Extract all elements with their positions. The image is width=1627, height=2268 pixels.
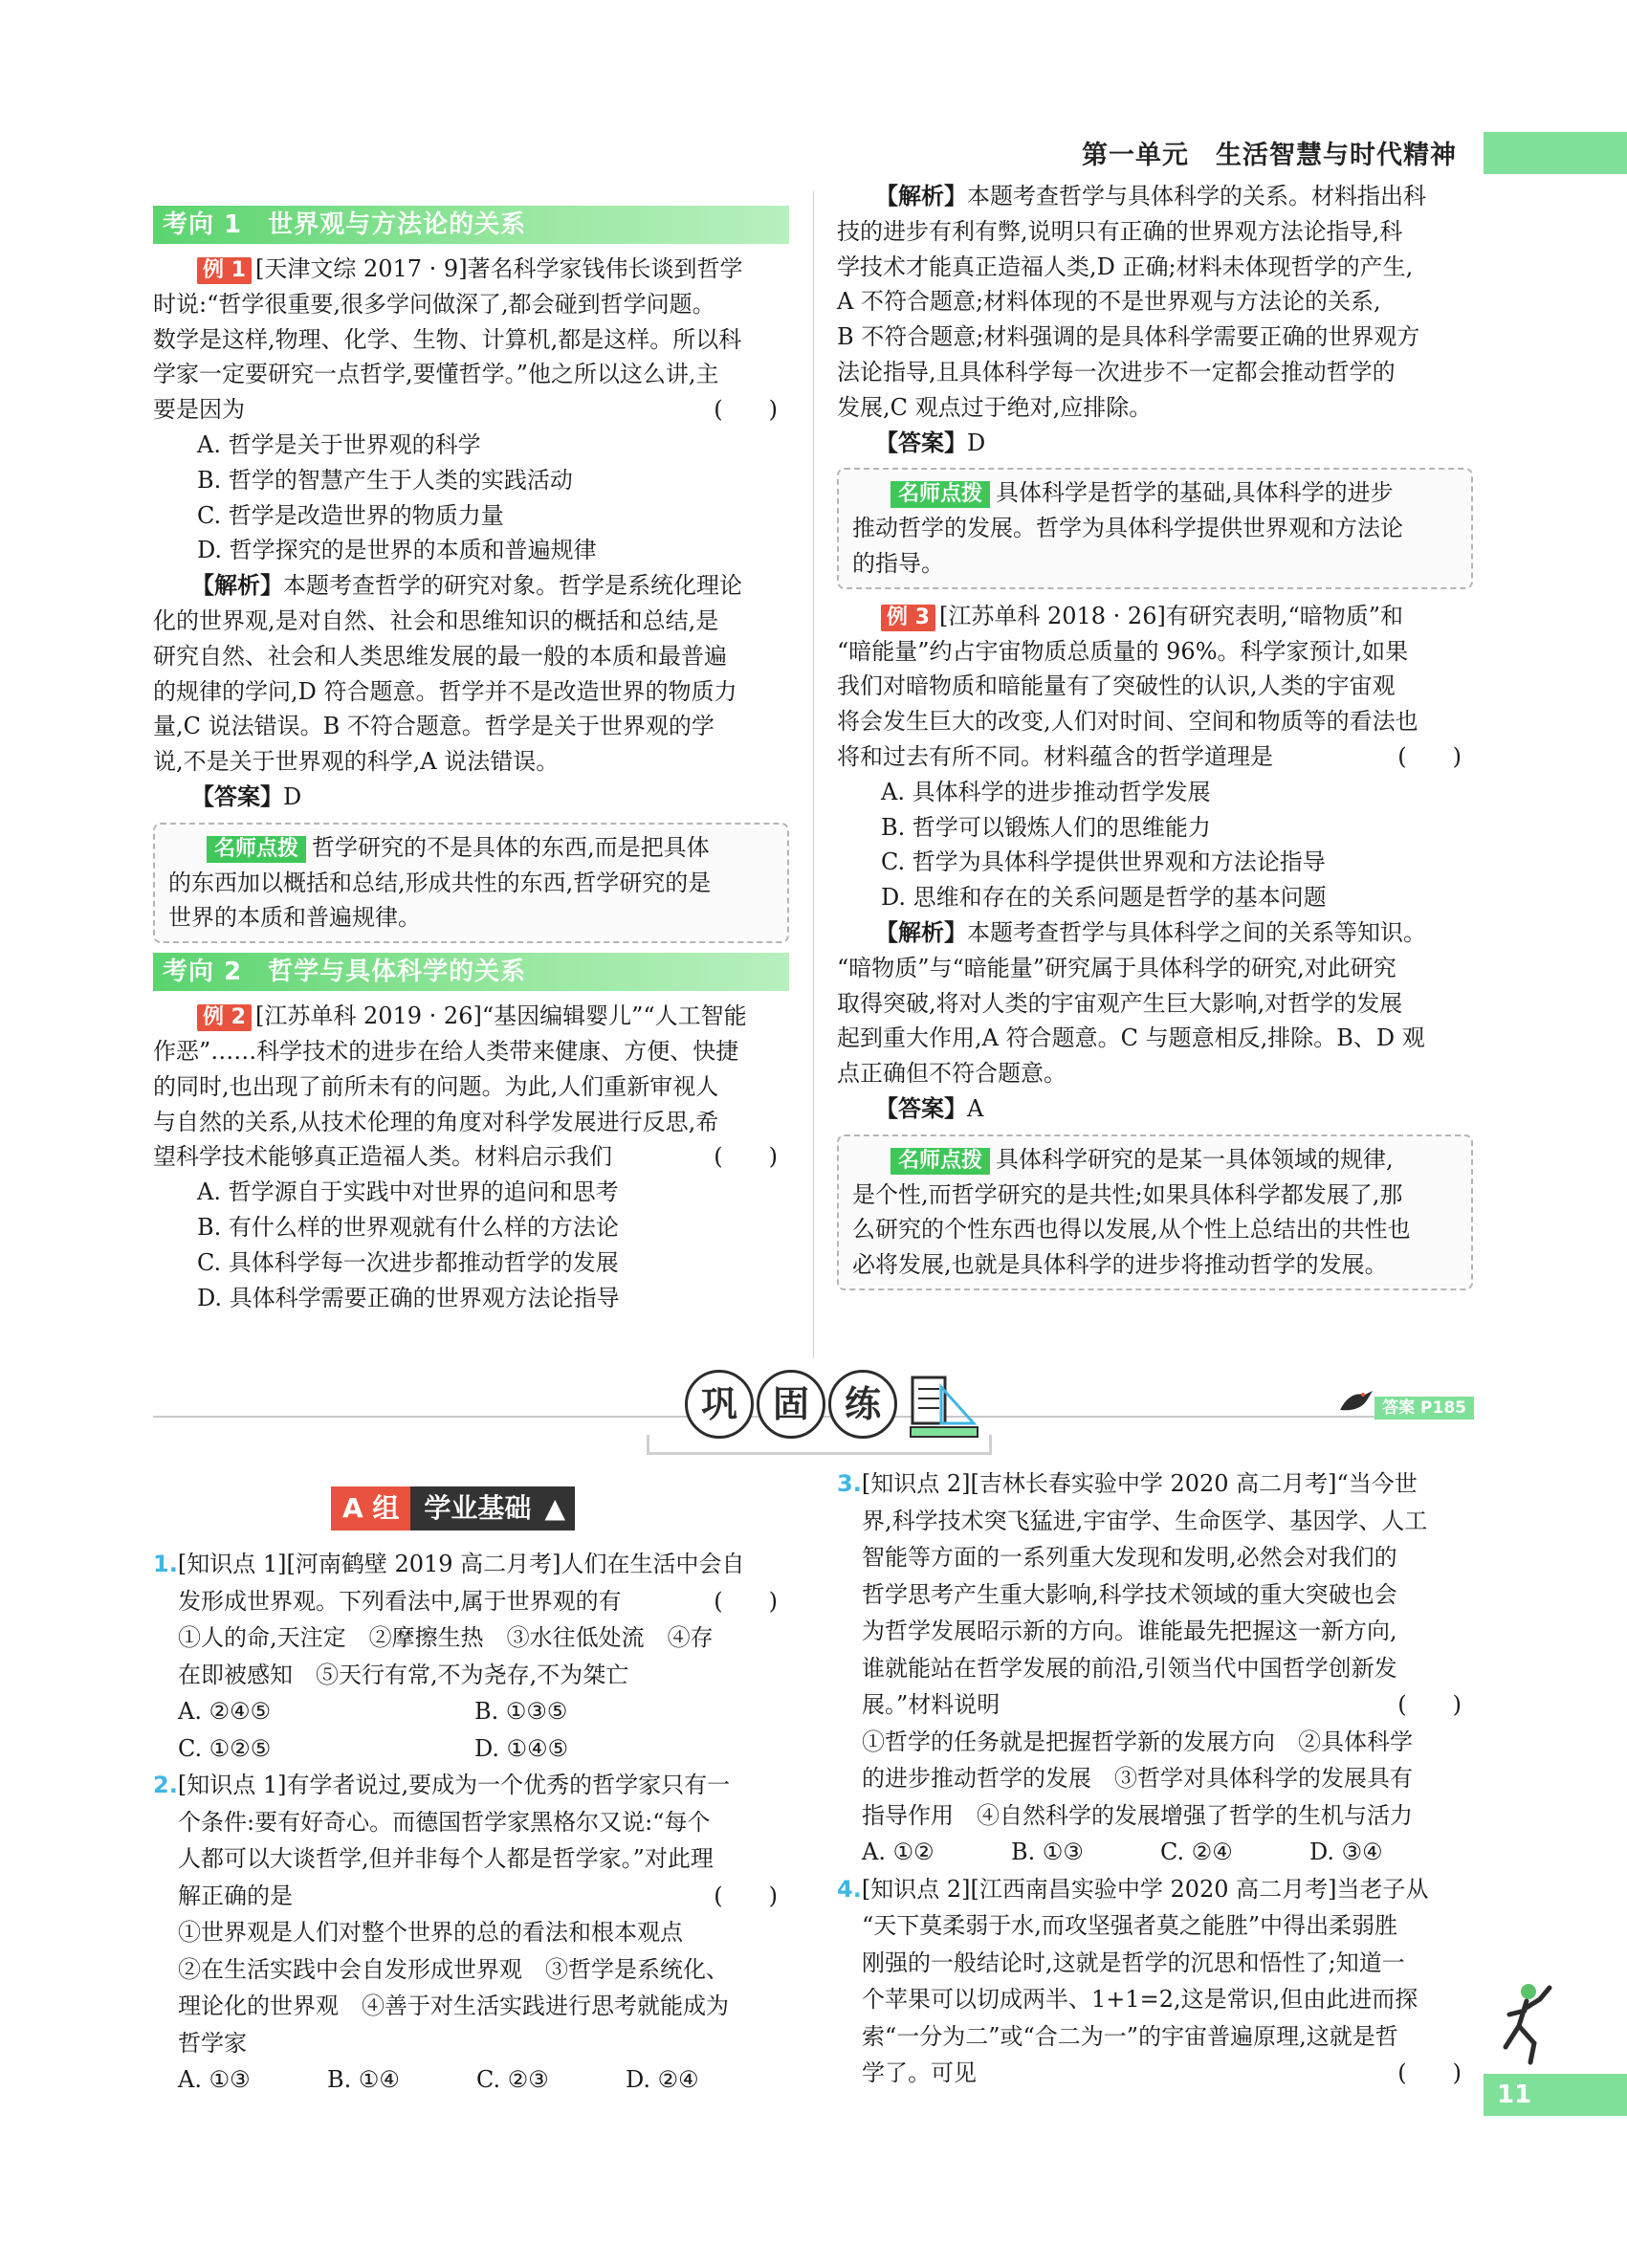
analysis-line: 化的世界观,是对自然、社会和思维知识的概括和总结,是 bbox=[153, 606, 719, 634]
question-line: 哲学思考产生重大影响,科学技术领域的重大突破也会 bbox=[862, 1580, 1397, 1608]
analysis-line: 本题考查哲学与具体科学之间的关系等知识。 bbox=[967, 918, 1426, 946]
ruler-book-icon bbox=[907, 1370, 983, 1446]
option-d: D. ①④⑤ bbox=[474, 1734, 569, 1762]
option-d: D. 思维和存在的关系问题是哲学的基本问题 bbox=[881, 884, 1327, 912]
example-3-line: “暗能量”约占宇宙物质总质量的 96%。科学家预计,如果 bbox=[837, 637, 1409, 665]
option-a: A. 哲学源自于实践中对世界的追问和思考 bbox=[197, 1178, 619, 1206]
question-line: 智能等方面的一系列重大发现和发明,必然会对我们的 bbox=[862, 1544, 1397, 1571]
question-line: 展。”材料说明 bbox=[862, 1691, 1000, 1718]
tip-label: 名师点拨 bbox=[207, 836, 306, 863]
group-name: 学业基础 bbox=[410, 1486, 544, 1530]
example-2-line: 作恶”……科学技术的进步在给人类带来健康、方便、快捷 bbox=[153, 1037, 739, 1065]
question-line: [知识点 1][河南鹤壁 2019 高二月考]人们在生活中会自 bbox=[177, 1551, 745, 1577]
analysis-label: 【解析】 bbox=[875, 917, 967, 946]
example-2-line: 与自然的关系,从技术伦理的角度对科学发展进行反思,希 bbox=[153, 1108, 719, 1135]
teacher-tip bbox=[837, 468, 1473, 588]
option-c: C. 具体科学每一次进步都推动哲学的发展 bbox=[197, 1248, 619, 1276]
tip-line: 必将发展,也就是具体科学的进步将推动哲学的发展。 bbox=[852, 1251, 1388, 1279]
question-line: 个苹果可以切成两半、1+1=2,这是常识,但由此进而探 bbox=[862, 1986, 1418, 2013]
tip-line: 哲学研究的不是具体的东西,而是把具体 bbox=[312, 833, 710, 861]
answer-paren: ( ) bbox=[1397, 1691, 1462, 1718]
analysis-line: 发展,C 观点过于绝对,应排除。 bbox=[837, 393, 1153, 421]
tip-line: 推动哲学的发展。哲学为具体科学提供世界观和方法论 bbox=[852, 515, 1403, 542]
question-line: 界,科学技术突飞猛进,宇宙学、生命医学、基因学、人工 bbox=[862, 1507, 1428, 1534]
question-item: ②在生活实践中会自发形成世界观 ③哲学是系统化、 bbox=[178, 1955, 729, 1983]
option-b: B. 哲学可以锻炼人们的思维能力 bbox=[881, 813, 1211, 841]
option-d: D. 具体科学需要正确的世界观方法论指导 bbox=[197, 1284, 620, 1311]
example-1-line: 学家一定要研究一点哲学,要懂哲学。”他之所以这么讲,主 bbox=[153, 361, 719, 388]
question-line: [知识点 1]有学者说过,要成为一个优秀的哲学家只有一 bbox=[177, 1772, 731, 1798]
question-line: 刚强的一般结论时,这就是哲学的沉思和悟性了;知道一 bbox=[862, 1949, 1405, 1976]
banner-char: 练 bbox=[828, 1370, 897, 1439]
question-item: ①世界观是人们对整个世界的总的看法和根本观点 bbox=[178, 1919, 683, 1946]
banner-char: 固 bbox=[757, 1370, 825, 1439]
question-line: 谁就能站在哲学发展的前沿,引领当代中国哲学创新发 bbox=[862, 1654, 1397, 1682]
option-c: C. ②④ bbox=[1160, 1839, 1233, 1865]
analysis-line: 本题考查哲学与具体科学的关系。材料指出科 bbox=[967, 183, 1426, 209]
answer-value: A bbox=[967, 1094, 984, 1122]
section-title-2: 考向 2 哲学与具体科学的关系 bbox=[153, 953, 789, 991]
example-3-tag: 例 3 bbox=[881, 605, 935, 631]
question-item: ①人的命,天注定 ②摩擦生热 ③水往低处流 ④存 bbox=[178, 1624, 714, 1651]
analysis-line: 研究自然、社会和人类思维发展的最一般的本质和最普遍 bbox=[153, 642, 727, 670]
example-3 bbox=[837, 599, 1473, 1290]
column-divider bbox=[813, 191, 814, 1358]
option-a: A. 哲学是关于世界观的科学 bbox=[197, 430, 481, 458]
practice-banner bbox=[647, 1370, 991, 1456]
option-c: C. 哲学是改造世界的物质力量 bbox=[197, 501, 504, 529]
example-1-line: 数学是这样,物理、化学、生物、计算机,都是这样。所以科 bbox=[153, 325, 742, 353]
group-letter: A 组 bbox=[331, 1486, 410, 1530]
banner-char: 巩 bbox=[685, 1370, 754, 1439]
example-2-tag: 例 2 bbox=[197, 1004, 252, 1031]
example-1-line: 要是因为 bbox=[153, 396, 245, 424]
answer-paren: ( ) bbox=[714, 1587, 778, 1615]
analysis-line: 的规律的学问,D 符合题意。哲学并不是改造世界的物质力 bbox=[153, 677, 737, 705]
example-3-line: 我们对暗物质和暗能量有了突破性的认识,人类的宇宙观 bbox=[837, 672, 1396, 700]
option-a: A. 具体科学的进步推动哲学发展 bbox=[881, 778, 1211, 805]
answer-value: D bbox=[283, 782, 302, 810]
analysis-line: A 不符合题意;材料体现的不是世界观与方法论的关系, bbox=[837, 288, 1381, 316]
practice-right-column bbox=[837, 1465, 1473, 2092]
section-title-1: 考向 1 世界观与方法论的关系 bbox=[153, 206, 789, 244]
question-line: 人都可以大谈哲学,但并非每个人都是哲学家。”对此理 bbox=[178, 1845, 714, 1872]
analysis-line: 取得突破,将对人类的宇宙观产生巨大影响,对哲学的发展 bbox=[837, 989, 1403, 1017]
question-line: “天下莫柔弱于水,而攻坚强者莫之能胜”中得出柔弱胜 bbox=[862, 1912, 1398, 1939]
runner-figure-icon bbox=[1492, 1980, 1559, 2066]
analysis-label: 【解析】 bbox=[191, 571, 283, 600]
option-d: D. ②④ bbox=[626, 2066, 699, 2093]
answer-ref-page: P185 bbox=[1420, 1398, 1466, 1418]
option-b: B. ①③⑤ bbox=[474, 1698, 568, 1725]
option-c: C. ②③ bbox=[476, 2066, 549, 2093]
answer-label: 【答案】 bbox=[875, 428, 967, 456]
question-number: 2. bbox=[153, 1772, 178, 1798]
question-line: 发形成世界观。下列看法中,属于世界观的有 bbox=[178, 1587, 622, 1615]
tip-line: 具体科学研究的是某一具体领域的规律, bbox=[996, 1145, 1394, 1173]
triangle-icon: ▲ bbox=[544, 1486, 575, 1530]
question-item: 哲学家 bbox=[178, 2029, 247, 2057]
example-3-line: 将和过去有所不同。材料蕴含的哲学道理是 bbox=[837, 742, 1273, 770]
right-column bbox=[837, 179, 1473, 1300]
question-line: 学了。可见 bbox=[862, 2059, 977, 2086]
example-1-line: 时说:“哲学很重要,很多学问做深了,都会碰到哲学问题。 bbox=[153, 290, 715, 318]
answer-ref bbox=[1336, 1381, 1474, 1420]
example-3-line: [江苏单科 2018 · 26]有研究表明,“暗物质”和 bbox=[938, 602, 1403, 629]
tip-line: 具体科学是哲学的基础,具体科学的进步 bbox=[996, 479, 1394, 507]
analysis-line: “暗物质”与“暗能量”研究属于具体科学的研究,对此研究 bbox=[837, 954, 1396, 981]
example-2-line: 的同时,也出现了前所未有的问题。为此,人们重新审视人 bbox=[153, 1072, 719, 1100]
option-a: A. ②④⑤ bbox=[178, 1698, 272, 1725]
question-number: 4. bbox=[837, 1875, 862, 1903]
left-column bbox=[153, 196, 789, 1315]
example-3-line: 将会发生巨大的改变,人们对时间、空间和物质等的看法也 bbox=[837, 708, 1418, 736]
option-c: C. 哲学为具体科学提供世界观和方法论指导 bbox=[881, 848, 1326, 876]
analysis-line: 量,C 说法错误。B 不符合题意。哲学是关于世界观的学 bbox=[153, 713, 715, 740]
tip-label: 名师点拨 bbox=[890, 1148, 990, 1175]
analysis-line: 技的进步有利有弊,说明只有正确的世界观方法论指导,科 bbox=[837, 217, 1403, 245]
tip-line: 世界的本质和普遍规律。 bbox=[168, 904, 421, 932]
example-1-line: [天津文综 2017 · 9]著名科学家钱伟长谈到哲学 bbox=[254, 255, 743, 282]
option-b: B. ①④ bbox=[327, 2066, 400, 2093]
answer-paren: ( ) bbox=[1397, 2059, 1462, 2086]
question-item: 理论化的世界观 ④善于对生活实践进行思考就能成为 bbox=[178, 1993, 729, 2019]
page-number: 11 bbox=[1484, 2074, 1627, 2116]
example-1-tag: 例 1 bbox=[197, 257, 252, 284]
answer-paren: ( ) bbox=[714, 396, 778, 424]
practice-left-column bbox=[153, 1546, 789, 2099]
option-b: B. 有什么样的世界观就有什么样的方法论 bbox=[197, 1213, 619, 1241]
group-badge bbox=[331, 1486, 575, 1530]
bird-icon bbox=[1336, 1381, 1374, 1420]
tip-line: 的指导。 bbox=[852, 549, 944, 577]
unit-color-bar bbox=[1484, 132, 1627, 174]
tip-line: 么研究的个性东西也得以发展,从个性上总结出的共性也 bbox=[852, 1216, 1411, 1244]
question-line: 索“一分为二”或“合二为一”的宇宙普遍原理,这就是哲 bbox=[862, 2022, 1398, 2050]
option-a: A. ①③ bbox=[178, 2066, 251, 2093]
answer-paren: ( ) bbox=[1397, 742, 1462, 770]
analysis-line: 法论指导,且具体科学每一次进步不一定都会推动哲学的 bbox=[837, 358, 1396, 385]
question-item: 的进步推动哲学的发展 ③哲学对具体科学的发展具有 bbox=[862, 1765, 1413, 1792]
question-item: 在即被感知 ⑤天行有常,不为尧存,不为桀亡 bbox=[178, 1661, 629, 1688]
question-line: [知识点 2][江西南昌实验中学 2020 高二月考]当老子从 bbox=[861, 1875, 1429, 1903]
analysis-line: 本题考查哲学的研究对象。哲学是系统化理论 bbox=[283, 572, 742, 600]
option-d: D. 哲学探究的是世界的本质和普遍规律 bbox=[197, 537, 597, 564]
option-c: C. ①②⑤ bbox=[178, 1734, 272, 1762]
question-line: 个条件:要有好奇心。而德国哲学家黑格尔又说:“每个 bbox=[178, 1808, 711, 1836]
question-line: 解正确的是 bbox=[178, 1882, 293, 1909]
answer-label: 【答案】 bbox=[875, 1093, 967, 1122]
option-d: D. ③④ bbox=[1309, 1839, 1383, 1865]
question-line: [知识点 2][吉林长春实验中学 2020 高二月考]“当今世 bbox=[861, 1470, 1418, 1497]
question-item: 指导作用 ④自然科学的发展增强了哲学的生机与活力 bbox=[862, 1801, 1413, 1829]
answer-ref-label: 答案 bbox=[1382, 1398, 1416, 1418]
example-2-line: [江苏单科 2019 · 26]“基因编辑婴儿”“人工智能 bbox=[254, 1002, 747, 1030]
option-a: A. ①② bbox=[862, 1839, 934, 1865]
analysis-label: 【解析】 bbox=[875, 182, 967, 209]
analysis-line: B 不符合题意;材料强调的是具体科学需要正确的世界观方 bbox=[837, 323, 1420, 351]
question-number: 3. bbox=[837, 1470, 862, 1497]
option-b: B. ①③ bbox=[1011, 1839, 1084, 1865]
option-b: B. 哲学的智慧产生于人类的实践活动 bbox=[197, 466, 573, 494]
answer-label: 【答案】 bbox=[191, 782, 283, 810]
answer-paren: ( ) bbox=[714, 1882, 778, 1909]
analysis-line: 学技术才能真正造福人类,D 正确;材料未体现哲学的产生, bbox=[837, 253, 1414, 280]
teacher-tip bbox=[837, 1134, 1473, 1290]
example-2-line: 望科学技术能够真正造福人类。材料启示我们 bbox=[153, 1143, 612, 1171]
tip-line: 的东西加以概括和总结,形成共性的东西,哲学研究的是 bbox=[168, 869, 712, 896]
example-2 bbox=[153, 999, 789, 1315]
question-number: 1. bbox=[153, 1551, 178, 1577]
question-item: ①哲学的任务就是把握哲学新的发展方向 ②具体科学 bbox=[862, 1728, 1413, 1755]
tip-line: 是个性,而哲学研究的是共性;如果具体科学都发展了,那 bbox=[852, 1180, 1403, 1208]
unit-title: 第一单元 生活智慧与时代精神 bbox=[1082, 141, 1457, 170]
teacher-tip bbox=[153, 823, 789, 943]
analysis-line: 说,不是关于世界观的科学,A 说法错误。 bbox=[153, 748, 560, 776]
question-line: 为哲学发展昭示新的方向。谁能最先把握这一新方向, bbox=[862, 1618, 1397, 1644]
example-1 bbox=[153, 252, 789, 943]
analysis-line: 点正确但不符合题意。 bbox=[837, 1060, 1066, 1088]
answer-paren: ( ) bbox=[714, 1143, 778, 1171]
answer-value: D bbox=[967, 429, 986, 456]
analysis-line: 起到重大作用,A 符合题意。C 与题意相反,排除。B、D 观 bbox=[837, 1024, 1425, 1052]
tip-label: 名师点拨 bbox=[890, 481, 990, 508]
